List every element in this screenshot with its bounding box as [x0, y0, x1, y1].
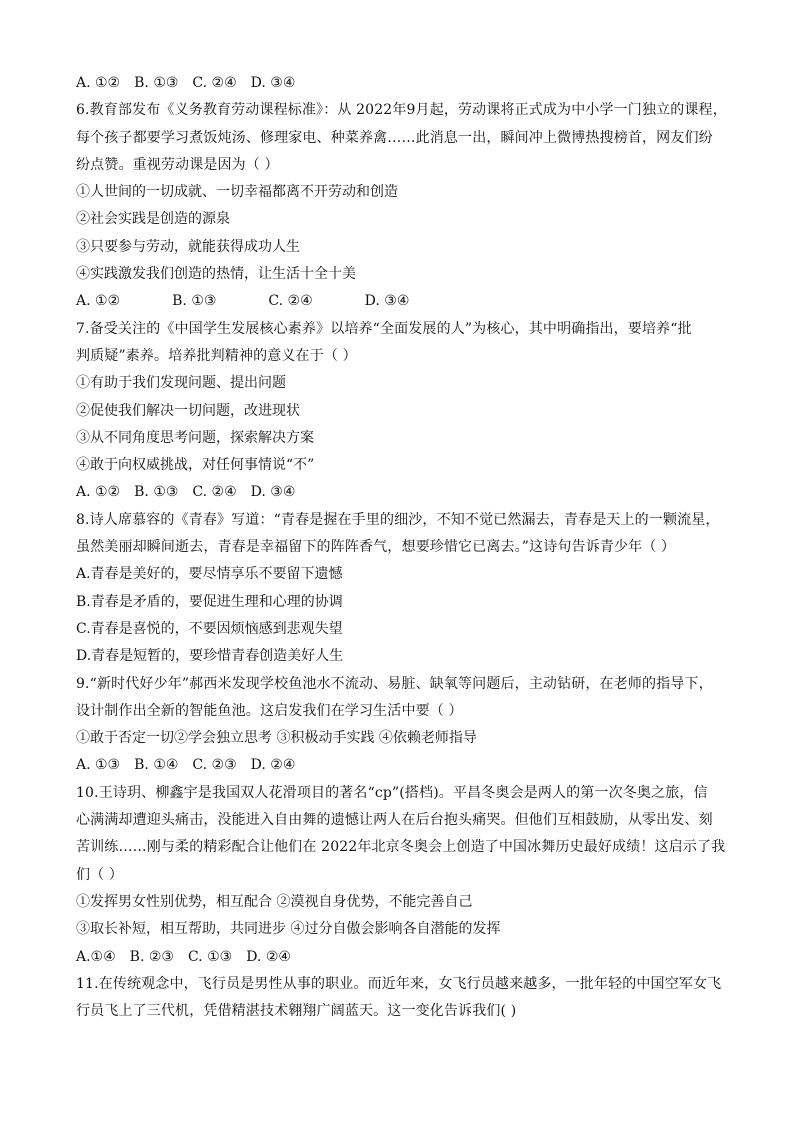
q8-stem-line-1: 8.诗人席慕容的《青春》写道：“青春是握在手里的细沙，不知不觉已然漏去，青春是天上的一颗流星， [76, 511, 720, 528]
q7-option-d: D. ③④ [250, 484, 296, 501]
q10-option-a: A.①④ [76, 948, 116, 965]
q10-option-b: B. ②③ [129, 948, 174, 965]
q7-stem-line-1: 7.备受关注的《中国学生发展核心素养》以培养“全面发展的人”为核心，其中明确指出，要培养“批 [76, 320, 692, 337]
q7-options [76, 479, 726, 506]
q8-option-b: B.青春是矛盾的，要促进生理和心理的协调 [76, 593, 343, 610]
q9-option-b: B. ①④ [134, 757, 179, 774]
q10-option-c: C. ①③ [187, 948, 233, 965]
q6-option-d: D. ③④ [364, 293, 410, 310]
q6-stem-line-1: 6.教育部发布《义务教育劳动课程标准》：从 2022年9月起，劳动课将正式成为中小学一门独立的课程， [76, 102, 727, 119]
q7-option-a: A. ①② [76, 484, 121, 501]
exam-page [76, 70, 726, 1025]
q8-option-c: C.青春是喜悦的，不要因烦恼感到悲观失望 [76, 620, 343, 637]
q6-item-4: ④实践激发我们创造的热情，让生活十全十美 [76, 266, 356, 283]
q6-stem-line-3: 纷点赞。重视劳动课是因为（ ） [76, 156, 279, 173]
q10-items-row-1: ①发挥男女性别优势，相互配合 ②漠视自身优势，不能完善自己 [76, 893, 473, 910]
q6-stem-line-2: 每个孩子都要学习煮饭炖汤、修理家电、种菜养禽……此消息一出，瞬间冲上微博热搜榜首，网友们纷 [76, 129, 713, 146]
q5-option-a: A. ①② [76, 75, 121, 91]
q10-stem-line-1: 10.王诗玥、柳鑫宇是我国双人花滑项目的著名“cp”(搭档)。平昌冬奥会是两人的第一次冬奥之旅，信 [76, 784, 708, 801]
q10-option-d: D. ②④ [246, 948, 291, 965]
q6-item-1: ①人世间的一切成就、一切幸福都离不开劳动和创造 [76, 184, 398, 201]
q8-option-a: A.青春是美好的，要尽情享乐不要留下遗憾 [76, 566, 343, 583]
q6-option-a: A. ①② [76, 293, 121, 310]
q9-stem-line-1: 9.“新时代好少年”郝西米发现学校鱼池水不流动、易脏、缺氧等问题后，主动钻研，在老师的指导下， [76, 675, 713, 692]
q7-item-1: ①有助于我们发现问题、提出问题 [76, 375, 286, 392]
q8-option-d: D.青春是短暂的，要珍惜青春创造美好人生 [76, 648, 344, 665]
q6-item-2: ②社会实践是创造的源泉 [76, 211, 230, 228]
q6-option-b: B. ①③ [172, 293, 217, 310]
q7-option-c: C. ②④ [192, 484, 237, 501]
q6-option-c: C. ②④ [268, 293, 313, 310]
q9-items: ①敢于否定一切②学会独立思考 ③积极动手实践 ④依赖老师指导 [76, 730, 477, 747]
q10-stem-line-2: 心满满却遭迎头痛击，没能进入自由舞的遗憾让两人在后台抱头痛哭。但他们互相鼓励，从零出发、刻 [76, 812, 713, 829]
q6-item-3: ③只要参与劳动，就能获得成功人生 [76, 238, 300, 255]
q5-option-b: B. ①③ [134, 75, 179, 91]
q10-items-row-2: ③取长补短，相互帮助，共同进步 ④过分自傲会影响各自潜能的发挥 [76, 921, 501, 938]
q10-stem-line-3: 苦训练……刚与柔的精彩配合让他们在 2022年北京冬奥会上创造了中国冰舞历史最好成绩！这启示了我 [76, 839, 726, 856]
q7-stem-line-2: 判质疑”素养。培养批判精神的意义在于（ ） [76, 347, 357, 364]
q7-item-3: ③从不同角度思考问题，探索解决方案 [76, 429, 314, 446]
q9-options [76, 752, 726, 779]
q10-options [76, 944, 726, 971]
q11-stem-line-1: 11.在传统观念中，飞行员是男性从事的职业。而近年来，女飞行员越来越多，一批年轻的中国空军女飞 [76, 975, 722, 992]
q5-option-d: D. ③④ [250, 75, 296, 91]
q7-option-b: B. ①③ [134, 484, 179, 501]
q9-option-c: C. ②③ [192, 757, 237, 774]
q5-option-c: C. ②④ [192, 75, 237, 91]
q7-item-2: ②促使我们解决一切问题，改进现状 [76, 402, 300, 419]
q5-options [76, 70, 726, 97]
q9-option-d: D. ②④ [250, 757, 296, 774]
q10-stem-line-4: 们（ ） [76, 866, 124, 883]
q7-item-4: ④敢于向权威挑战，对任何事情说“不” [76, 457, 315, 474]
q11-stem-line-2: 行员飞上了三代机，凭借精湛技术翱翔广阔蓝天。这一变化告诉我们( ) [76, 1003, 517, 1020]
q6-options [76, 288, 726, 315]
q9-stem-line-2: 设计制作出全新的智能鱼池。这启发我们在学习生活中要（ ） [76, 702, 463, 719]
q8-stem-line-2: 虽然美丽却瞬间逝去，青春是幸福留下的阵阵香气，想要珍惜它已离去。”这诗句告诉青少年（ ） [76, 539, 676, 556]
q9-option-a: A. ①③ [76, 757, 121, 774]
